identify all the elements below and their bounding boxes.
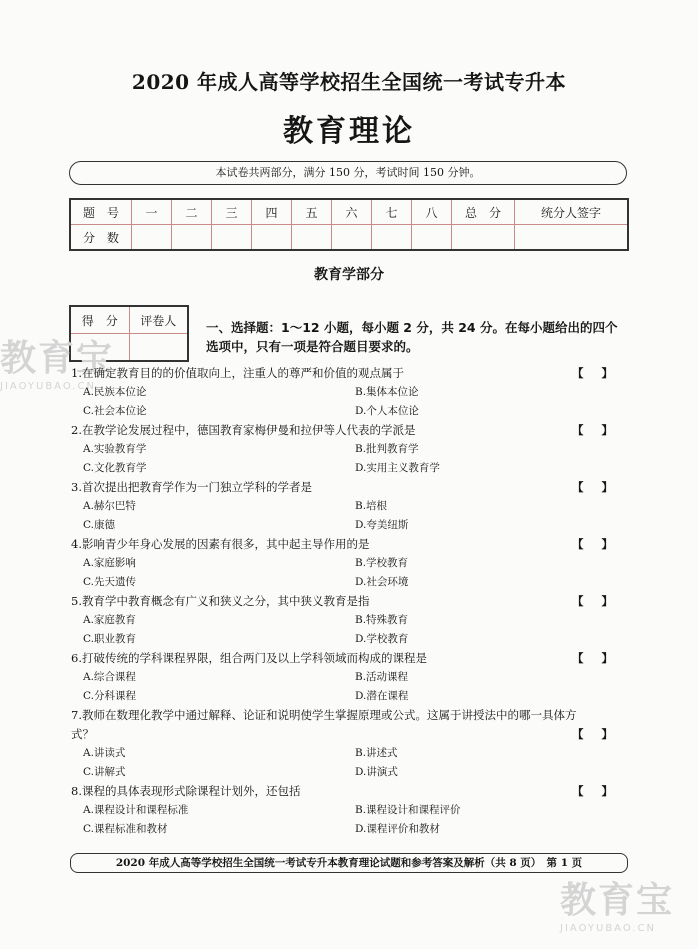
score-cell: 总 分 xyxy=(452,199,515,225)
question-stem xyxy=(71,592,631,611)
score-input-cell xyxy=(332,225,372,251)
question-stem-text: 3.首次提出把教育学作为一门独立学科的学者是 xyxy=(71,480,312,494)
watermark-logo xyxy=(560,872,674,934)
answer-option: B.学校教育 xyxy=(355,557,409,569)
answer-option: D.夸美纽斯 xyxy=(355,519,409,531)
answer-option: A.赫尔巴特 xyxy=(83,500,136,512)
question-stem xyxy=(71,364,631,383)
answer-option: C.先天遗传 xyxy=(83,576,136,588)
question-list xyxy=(71,364,631,839)
answer-option: B.培根 xyxy=(355,500,388,512)
grader-name-cell xyxy=(129,334,188,362)
answer-option: D.潜在课程 xyxy=(355,690,409,702)
option-grid xyxy=(71,611,631,649)
question-stem-text: 2.在教学论发展过程中，德国教育家梅伊曼和拉伊等人代表的学派是 xyxy=(71,423,416,437)
watermark-text: 教育宝 xyxy=(560,880,675,921)
answer-option: C.文化教育学 xyxy=(83,462,147,474)
score-cell: 三 xyxy=(212,199,252,225)
answer-bracket: 【】 xyxy=(572,480,631,494)
exam-instructions: 本试卷共两部分，满分 150 分，考试时间 150 分钟。 xyxy=(69,161,627,185)
answer-bracket: 【】 xyxy=(572,784,631,798)
answer-bracket: 【】 xyxy=(572,537,631,551)
question-item xyxy=(71,478,631,535)
score-table-value-row xyxy=(70,225,628,251)
question-stem-text: 5.教育学中教育概念有广义和狭义之分，其中狭义教育是指 xyxy=(71,594,370,608)
section-title: 教育学部分 xyxy=(314,267,384,283)
answer-option: D.学校教育 xyxy=(355,633,409,645)
question-stem xyxy=(71,649,631,668)
question-stem xyxy=(71,421,631,440)
question-stem-text: 4.影响青少年身心发展的因素有很多，其中起主导作用的是 xyxy=(71,537,370,551)
question-stem-text: 8.课程的具体表现形式除课程计划外，还包括 xyxy=(71,784,301,798)
page-footer: 2020 年成人高等学校招生全国统一考试专升本教育理论试题和参考答案及解析（共 8 页） 第 1 页 xyxy=(70,853,628,873)
score-cell: 一 xyxy=(132,199,172,225)
answer-option: A.讲读式 xyxy=(83,747,126,759)
answer-option: B.特殊教育 xyxy=(355,614,409,626)
answer-option: C.康德 xyxy=(83,519,115,531)
score-table xyxy=(69,198,629,251)
answer-option: C.职业教育 xyxy=(83,633,136,645)
answer-option: D.课程评价和教材 xyxy=(355,823,440,835)
answer-option: B.活动课程 xyxy=(355,671,409,683)
score-table-header-row xyxy=(70,199,628,225)
score-input-cell xyxy=(515,225,629,251)
score-cell: 六 xyxy=(332,199,372,225)
score-input-cell xyxy=(372,225,412,251)
score-cell: 八 xyxy=(412,199,452,225)
score-cell: 题 号 xyxy=(70,199,132,225)
score-input-cell xyxy=(132,225,172,251)
watermark-text: 教育宝 xyxy=(0,338,115,379)
answer-option: B.讲述式 xyxy=(355,747,398,759)
option-grid xyxy=(71,497,631,535)
score-cell: 二 xyxy=(172,199,212,225)
score-cell: 分 数 xyxy=(70,225,132,251)
answer-option: D.社会环境 xyxy=(355,576,409,588)
option-grid xyxy=(71,801,631,839)
grader-score-label: 得 分 xyxy=(70,306,129,334)
question-item xyxy=(71,421,631,478)
answer-option: B.集体本位论 xyxy=(355,386,419,398)
answer-option: D.讲演式 xyxy=(355,766,398,778)
answer-option: A.实验教育学 xyxy=(83,443,147,455)
subject-title: 教育理论 xyxy=(283,114,415,149)
option-grid xyxy=(71,440,631,478)
answer-option: D.个人本位论 xyxy=(355,405,419,417)
option-grid xyxy=(71,554,631,592)
answer-option: A.课程设计和课程标准 xyxy=(83,804,189,816)
answer-bracket: 【】 xyxy=(572,727,631,741)
option-grid xyxy=(71,668,631,706)
answer-option: C.课程标准和教材 xyxy=(83,823,168,835)
part-one-description: 一、选择题：1～12 小题，每小题 2 分，共 24 分。在每小题给出的四个选项中，只有一项是符合题目要求的。 xyxy=(206,320,618,354)
watermark-url: JIAOYUBAO.CN xyxy=(560,923,656,934)
question-stem xyxy=(71,478,631,497)
watermark-url: JIAOYUBAO.CN xyxy=(0,381,96,392)
answer-option: C.分科课程 xyxy=(83,690,136,702)
answer-option: C.社会本位论 xyxy=(83,405,147,417)
score-input-cell xyxy=(172,225,212,251)
answer-bracket: 【】 xyxy=(572,423,631,437)
exam-title: 2020 年成人高等学校招生全国统一考试专升本 xyxy=(131,70,567,94)
question-item xyxy=(71,782,631,839)
answer-bracket: 【】 xyxy=(572,594,631,608)
answer-option: C.讲解式 xyxy=(83,766,126,778)
question-item xyxy=(71,535,631,592)
answer-bracket: 【】 xyxy=(572,651,631,665)
answer-option: A.家庭影响 xyxy=(83,557,136,569)
answer-option: B.批判教育学 xyxy=(355,443,419,455)
option-grid xyxy=(71,383,631,421)
answer-bracket: 【】 xyxy=(572,366,631,380)
answer-option: A.家庭教育 xyxy=(83,614,136,626)
answer-option: D.实用主义教育学 xyxy=(355,462,440,474)
answer-option: A.民族本位论 xyxy=(83,386,147,398)
question-item xyxy=(71,592,631,649)
question-stem xyxy=(71,535,631,554)
question-stem-text: 6.打破传统的学科课程界限，组合两门及以上学科领域而构成的课程是 xyxy=(71,651,427,665)
grader-name-label: 评卷人 xyxy=(129,306,188,334)
score-input-cell xyxy=(452,225,515,251)
answer-option: A.综合课程 xyxy=(83,671,136,683)
score-cell: 七 xyxy=(372,199,412,225)
question-stem-text: 1.在确定教育目的的价值取向上，注重人的尊严和价值的观点属于 xyxy=(71,366,404,380)
score-input-cell xyxy=(252,225,292,251)
question-item xyxy=(71,364,631,421)
score-cell: 五 xyxy=(292,199,332,225)
question-stem-text: 7.教师在数理化教学中通过解释、论证和说明使学生掌握原理或公式。这属于讲授法中的哪一具体方式？ xyxy=(71,708,577,741)
score-input-cell xyxy=(212,225,252,251)
question-item xyxy=(71,649,631,706)
score-input-cell xyxy=(292,225,332,251)
option-grid xyxy=(71,744,631,782)
score-cell: 四 xyxy=(252,199,292,225)
answer-option: B.课程设计和课程评价 xyxy=(355,804,461,816)
question-item xyxy=(71,706,631,782)
score-input-cell xyxy=(412,225,452,251)
question-stem xyxy=(71,706,631,744)
score-cell: 统分人签字 xyxy=(515,199,629,225)
question-stem xyxy=(71,782,631,801)
